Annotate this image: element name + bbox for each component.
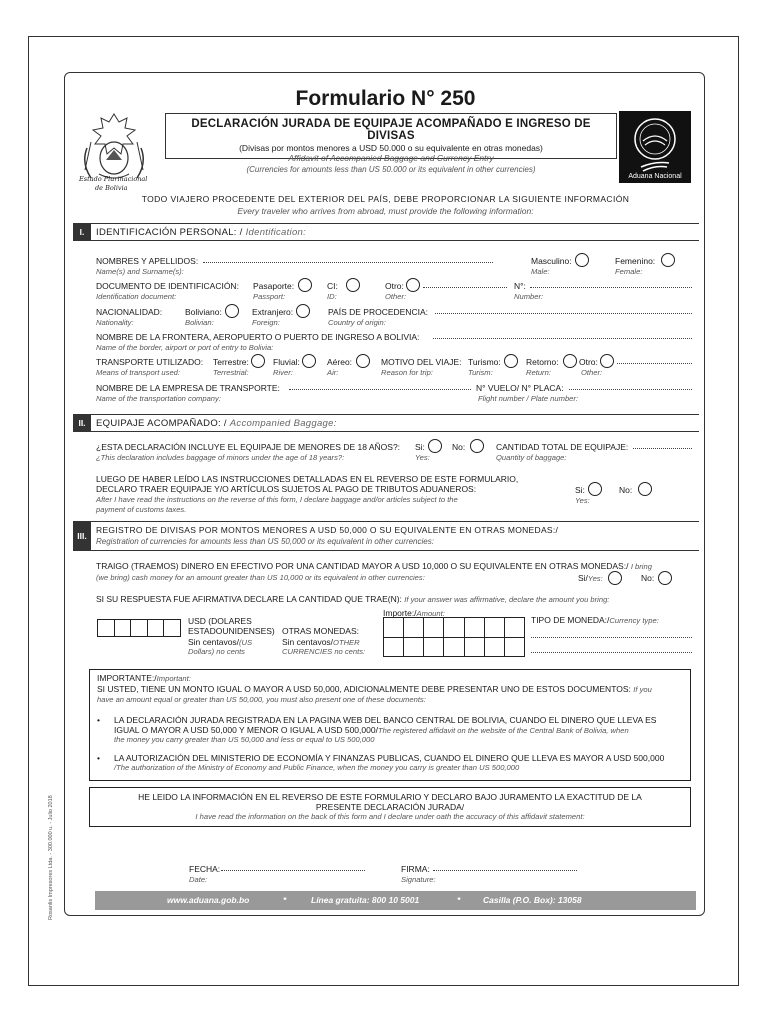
declare-text-1: LUEGO DE HABER LEÍDO LAS INSTRUCCIONES DETALLADAS EN EL REVERSO DE ESTE FORMULARIO,	[96, 474, 519, 484]
header-en-main: Affidavit of Accompanied Baggage and Currency Entry	[288, 153, 494, 163]
bolivian-label: Boliviano:	[185, 307, 222, 317]
section-3-title: REGISTRO DE DIVISAS POR MONTOS MENORES A USD 50,000 O SU EQUIVALENTE EN OTRAS MONEDAS:/	[96, 525, 559, 535]
other-currency-label-3: CURRENCIES no cents:	[282, 647, 366, 656]
company-field[interactable]	[289, 381, 471, 390]
tourism-radio[interactable]	[504, 354, 518, 368]
usd-label-4: Dollars) no cents	[188, 647, 245, 656]
footer-phone: Línea gratuita: 800 10 5001	[311, 895, 420, 905]
header-main: DECLARACIÓN JURADA DE EQUIPAJE ACOMPAÑADO E INGRESO DE DIVISAS	[191, 118, 591, 142]
minors-no-label: No:	[452, 442, 466, 452]
doc-other-field[interactable]	[423, 279, 507, 288]
names-label: NOMBRES Y APELLIDOS:	[96, 256, 199, 266]
doc-number-label-en: Number:	[514, 292, 544, 301]
reason-other-label: Otro:	[579, 357, 598, 367]
declare-text-en-1: After I have read the instructions on the reverse of this form, I declare baggage and/or articles subject to the	[96, 495, 458, 504]
important-text-en: have an amount equal or greater than US 50,000, you must also present one of these documents:	[97, 695, 426, 704]
header-sub: (Divisas por montos menores a USD 50.000 o su equivalente en otras monedas)	[239, 143, 543, 153]
logo-label: Aduana Nacional	[619, 173, 691, 183]
passport-radio[interactable]	[298, 278, 312, 292]
printer-note: Rosanlis Impresores Ltda. - 300.000 u. - Julio 2018	[48, 795, 54, 920]
taxes-no-radio[interactable]	[638, 482, 652, 496]
cash-yes-radio[interactable]	[608, 571, 622, 585]
cash-question: TRAIGO (TRAEMOS) DINERO EN EFECTIVO POR UNA CANTIDAD MAYOR A USD 10,000 O SU EQUIVALENTE EN OTRAS MONEDAS:/ I bring	[96, 561, 652, 571]
oath-line-2: PRESENTE DECLARACIÓN JURADA/	[315, 802, 465, 812]
company-label: NOMBRE DE LA EMPRESA DE TRANSPORTE:	[96, 383, 280, 393]
nationality-label-en: Nationality:	[96, 318, 134, 327]
air-label: Aéreo:	[327, 357, 353, 367]
reason-label-en: Reason for trip:	[381, 368, 433, 377]
doc-label: DOCUMENTO DE IDENTIFICACIÓN:	[96, 281, 239, 291]
reason-label: MOTIVO DEL VIAJE:	[381, 357, 462, 367]
male-label-en: Male:	[531, 267, 550, 276]
male-label: Masculino:	[531, 256, 572, 266]
cash-yes-label: Si/Yes:	[578, 573, 603, 583]
date-label-en: Date:	[189, 875, 208, 884]
date-label: FECHA:	[189, 864, 221, 874]
origin-label: PAÍS DE PROCEDENCIA:	[328, 307, 428, 317]
return-radio[interactable]	[563, 354, 577, 368]
air-radio[interactable]	[356, 354, 370, 368]
important-box	[89, 669, 691, 781]
passport-label: Pasaporte:	[253, 281, 295, 291]
date-field[interactable]	[221, 862, 365, 871]
minors-label-en: ¿This declaration includes baggage of minors under the age of 18 years?:	[96, 453, 345, 462]
usd-label-2: ESTADOUNIDENSES)	[188, 626, 275, 636]
origin-field[interactable]	[435, 305, 692, 314]
currency-type-label: TIPO DE MONEDA:/Currency type:	[531, 615, 659, 625]
footer-separator-2: *	[457, 895, 461, 905]
important-text: SI USTED, TIENE UN MONTO IGUAL O MAYOR A USD 50,000, ADICIONALMENTE DEBE PRESENTAR UNO DE ESTOS DOCUMENTOS: If you	[97, 684, 652, 694]
reason-other-radio[interactable]	[600, 354, 614, 368]
signature-label: FIRMA:	[401, 864, 430, 874]
footer-separator-1: *	[283, 895, 287, 905]
air-label-en: Air:	[327, 368, 339, 377]
other-currency-label-1: OTRAS MONEDAS:	[282, 626, 359, 636]
taxes-yes-radio[interactable]	[588, 482, 602, 496]
currency-type-field-1[interactable]	[531, 629, 692, 638]
foreign-radio[interactable]	[296, 304, 310, 318]
bullet-2-marker: •	[97, 753, 100, 763]
section-3-header	[73, 521, 699, 551]
minors-label: ¿ESTA DECLARACIÓN INCLUYE EL EQUIPAJE DE MENORES DE 18 AÑOS?:	[96, 442, 401, 452]
female-label: Femenino:	[615, 256, 656, 266]
bullet-1-line-1: LA DECLARACIÓN JURADA REGISTRADA EN LA PAGINA WEB DEL BANCO CENTRAL DE BOLIVIA, CUANDO EL DINERO QUE LLEVA ES	[114, 715, 657, 725]
important-title: IMPORTANTE:/Important:	[97, 673, 191, 683]
section-2-title: EQUIPAJE ACOMPAÑADO: / Accompanied Baggage:	[96, 418, 337, 429]
affirm-text: SI SU RESPUESTA FUE AFIRMATIVA DECLARE LA CANTIDAD QUE TRAE(N): If your answer was affirmative, declare the amount you bring:	[96, 594, 610, 604]
company-label-en: Name of the transportation company:	[96, 394, 221, 403]
currency-type-field-2[interactable]	[531, 644, 692, 653]
border-label-en: Name of the border, airport or port of entry to Bolivia:	[96, 343, 274, 352]
bullet-1-marker: •	[97, 715, 100, 725]
return-label: Retorno:	[526, 357, 559, 367]
doc-other-radio[interactable]	[406, 278, 420, 292]
minors-yes-label: Si:	[415, 442, 425, 452]
flight-field[interactable]	[569, 381, 692, 390]
flight-label-en: Flight number / Plate number:	[478, 394, 579, 403]
minors-yes-radio[interactable]	[428, 439, 442, 453]
footer-po-box: Casilla (P.O. Box): 13058	[483, 895, 582, 905]
footer-bar	[95, 891, 696, 910]
signature-label-en: Signature:	[401, 875, 436, 884]
crest-line2: de Bolivia	[95, 184, 128, 192]
doc-label-en: Identification document:	[96, 292, 177, 301]
border-label: NOMBRE DE LA FRONTERA, AEROPUERTO O PUERTO DE INGRESO A BOLIVIA:	[96, 332, 420, 342]
bullet-2-line-2: /The authorization of the Ministry of Economy and Public Finance, when the money you carry is greater than US 500,000	[114, 763, 520, 772]
oath-line-3: I have read the information on the back of this form and I declare under oath the accuracy of this affidavit statement:	[195, 812, 585, 821]
usd-label-3: Sin centavos/(US	[188, 637, 253, 647]
land-label: Terrestre:	[213, 357, 249, 367]
cash-no-radio[interactable]	[658, 571, 672, 585]
foreign-label: Extranjero:	[252, 307, 294, 317]
transport-label: TRANSPORTE UTILIZADO:	[96, 357, 204, 367]
land-label-en: Terrestrial:	[213, 368, 249, 377]
female-radio[interactable]	[661, 253, 675, 267]
doc-other-label-en: Other:	[385, 292, 407, 301]
nationality-label: NACIONALIDAD:	[96, 307, 163, 317]
minors-no-radio[interactable]	[470, 439, 484, 453]
ci-label: CI:	[327, 281, 338, 291]
usd-amount-cells[interactable]	[97, 619, 181, 637]
cash-no-label: No:	[641, 573, 655, 583]
traveler-notice: TODO VIAJERO PROCEDENTE DEL EXTERIOR DEL PAÍS, DEBE PROPORCIONAR LA SIGUIENTE INFORMACIÓN	[141, 194, 630, 204]
reason-other-field[interactable]	[617, 355, 692, 364]
doc-number-label: N°:	[514, 281, 526, 291]
baggage-total-field[interactable]	[633, 440, 692, 449]
river-label: Fluvial:	[273, 357, 300, 367]
other-currency-label-2: Sin centavos/OTHER	[282, 637, 360, 647]
border-field[interactable]	[433, 330, 692, 339]
signature-field[interactable]	[433, 862, 577, 871]
taxes-yes-label: Si:	[575, 485, 585, 495]
section-2-header	[73, 414, 699, 432]
bullet-2-line-1: LA AUTORIZACIÓN DEL MINISTERIO DE ECONOMÍA Y FINANZAS PUBLICAS, CUANDO EL DINERO QUE LLEVA ES MAYOR A USD 500,000	[114, 753, 665, 763]
origin-label-en: Country of origin:	[328, 318, 386, 327]
doc-number-field[interactable]	[530, 279, 692, 288]
section-1-number: I.	[73, 224, 91, 241]
oath-line-1: HE LEIDO LA INFORMACIÓN EN EL REVERSO DE ESTE FORMULARIO Y DECLARO BAJO JURAMENTO LA EXACTITUD DE LA	[138, 792, 642, 802]
usd-label-1: USD (DOLARES	[188, 616, 252, 626]
bullet-1-line-3: the money you carry greater than US 50,000 and less or equal to US 500,000	[114, 735, 375, 744]
foreign-label-en: Foreign:	[252, 318, 280, 327]
traveler-notice-en: Every traveler who arrives from abroad, must provide the following information:	[237, 206, 534, 216]
female-label-en: Female:	[615, 267, 643, 276]
oath-box	[89, 787, 691, 827]
bolivian-label-en: Bolivian:	[185, 318, 214, 327]
crest-line1: Estado Plurinacional	[79, 175, 148, 183]
names-label-en: Name(s) and Surname(s):	[96, 267, 184, 276]
names-field[interactable]	[203, 254, 493, 263]
section-2-number: II.	[73, 415, 91, 432]
section-1-header	[73, 223, 699, 241]
form-title: Formulario N° 250	[295, 87, 476, 110]
bolivian-radio[interactable]	[225, 304, 239, 318]
ci-label-en: ID:	[327, 292, 337, 301]
ci-radio[interactable]	[346, 278, 360, 292]
reason-other-label-en: Other:	[581, 368, 603, 377]
bullet-1-line-2: IGUAL O MAYOR A USD 50,000 Y MENOR O IGUAL A USD 500,000/The registered affidavit on the website of the Central Bank of Bolivia, when	[114, 725, 629, 735]
river-radio[interactable]	[302, 354, 316, 368]
other-amount-cells[interactable]	[383, 617, 525, 657]
declare-text-en-2: payment of customs taxes.	[96, 505, 187, 514]
cash-question-en: (we bring) cash money for an amount greater than US 10,000 or its equivalent in other currencies:	[96, 573, 425, 582]
amount-label: Importe:/Amount:	[383, 608, 445, 618]
doc-other-label: Otro:	[385, 281, 404, 291]
tourism-label: Turismo:	[468, 357, 501, 367]
baggage-total-label-en: Quantity of baggage:	[496, 453, 567, 462]
header-en-sub: (Currencies for amounts less than US 50.000 or its equivalent in other currencies)	[246, 165, 536, 174]
minors-yes-label-en: Yes:	[415, 453, 430, 462]
land-radio[interactable]	[251, 354, 265, 368]
transport-label-en: Means of transport used:	[96, 368, 180, 377]
footer-website[interactable]: www.aduana.gob.bo	[167, 895, 250, 905]
section-3-number: III.	[73, 522, 91, 551]
taxes-no-label: No:	[619, 485, 633, 495]
return-label-en: Return:	[526, 368, 551, 377]
section-3-title-en: Registration of currencies for amounts less than US 50,000 or its equivalent in other currencies:	[96, 537, 434, 546]
section-1-title: IDENTIFICACIÓN PERSONAL: / Identification:	[96, 227, 307, 238]
tourism-label-en: Turism:	[468, 368, 493, 377]
declare-text-2: DECLARO TRAER EQUIPAJE Y/O ARTÍCULOS SUJETOS AL PAGO DE TRIBUTOS ADUANEROS:	[96, 484, 477, 494]
taxes-yes-label-en: Yes:	[575, 496, 590, 505]
flight-label: N° VUELO/ N° PLACA:	[476, 383, 564, 393]
river-label-en: River:	[273, 368, 293, 377]
form-frame	[64, 72, 705, 916]
passport-label-en: Passport:	[253, 292, 286, 301]
baggage-total-label: CANTIDAD TOTAL DE EQUIPAJE:	[496, 442, 629, 452]
male-radio[interactable]	[575, 253, 589, 267]
